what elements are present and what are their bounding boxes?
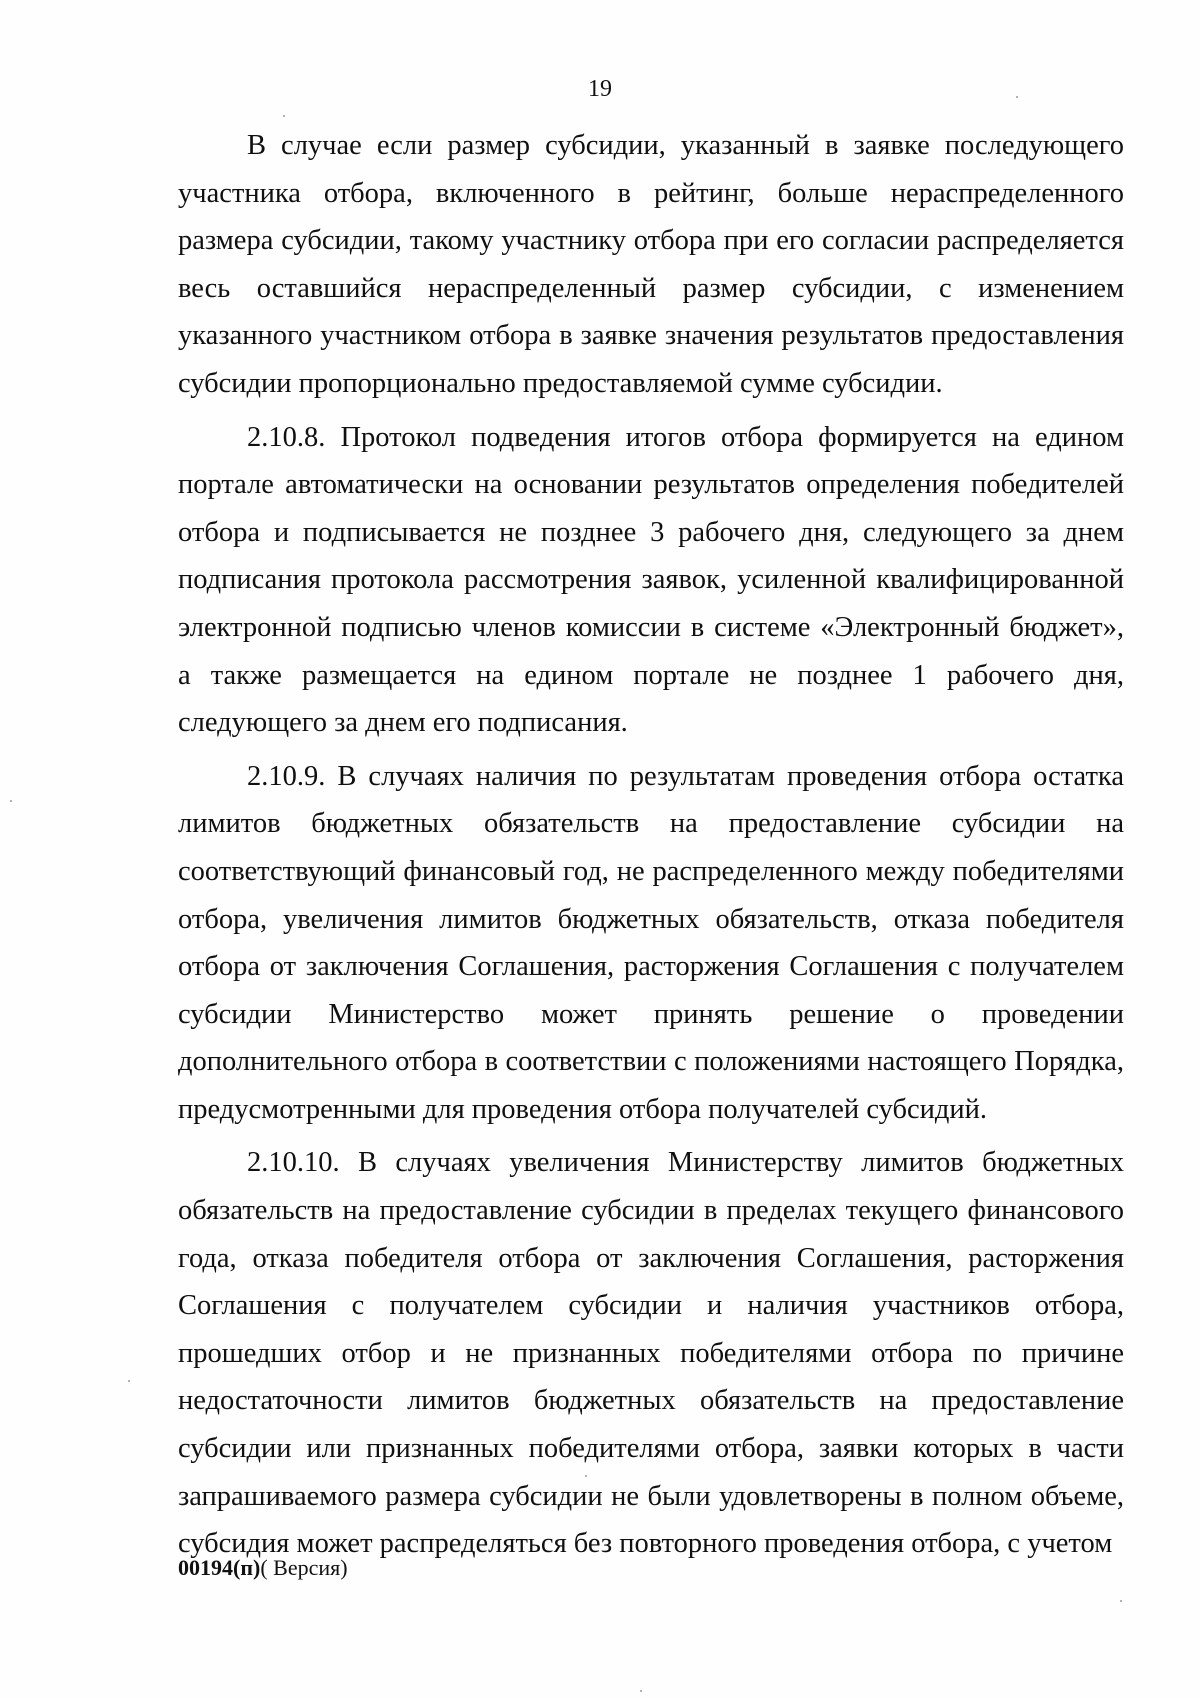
page-number: 19 (588, 76, 612, 102)
paragraph-2-10-8: 2.10.8. Протокол подведения итогов отбора формируется на едином портале автоматически на основании результатов определения победителей отбора и подписывается не позднее 3 рабочего дня, следующего за днем подписания протокола рассмотрения заявок, усиленной квалифицированной электронной подписью членов комиссии в системе «Электронный бюджет», а также размещается на едином портале не позднее 1 рабочего дня, следующего за днем его подписания. (178, 421, 1124, 739)
document-body (178, 122, 1124, 1574)
document-footer (178, 1555, 348, 1581)
document-code: 00194(п) (178, 1555, 261, 1580)
version-label: ( Версия) (260, 1555, 348, 1580)
paragraph-subsidy-distribution: В случае если размер субсидии, указанный в заявке последующего участника отбора, включенного в рейтинг, больше нераспределенного размера субсидии, такому участнику отбора при его согласии распределяется весь оставшийся нераспределенный размер субсидии, с изменением указанного участником отбора в заявке значения результатов предоставления субсидии пропорционально предоставляемой сумме субсидии. (178, 130, 1124, 399)
paragraph-2-10-10: 2.10.10. В случаях увеличения Министерству лимитов бюджетных обязательств на предоставление субсидии в пределах текущего финансового года, отказа победителя отбора от заключения Соглашения, расторжения Соглашения с получателем субсидии и наличия участников отбора, прошедших отбор и не признанных победителями отбора по причине недостаточности лимитов бюджетных обязательств на предоставление субсидии или признанных победителями отбора, заявки которых в части запрашиваемого размера субсидии не были удовлетворены в полном объеме, субсидия может распределяться без повторного проведения отбора, с учетом (178, 1147, 1124, 1560)
paragraph-2-10-9: 2.10.9. В случаях наличия по результатам проведения отбора остатка лимитов бюджетных обязательств на предоставление субсидии на соответствующий финансовый год, не распределенного между победителями отбора, увеличения лимитов бюджетных обязательств, отказа победителя отбора от заключения Соглашения, расторжения Соглашения с получателем субсидии Министерство может принять решение о проведении дополнительного отбора в соответствии с положениями настоящего Порядка, предусмотренными для проведения отбора получателей субсидий. (178, 760, 1124, 1125)
